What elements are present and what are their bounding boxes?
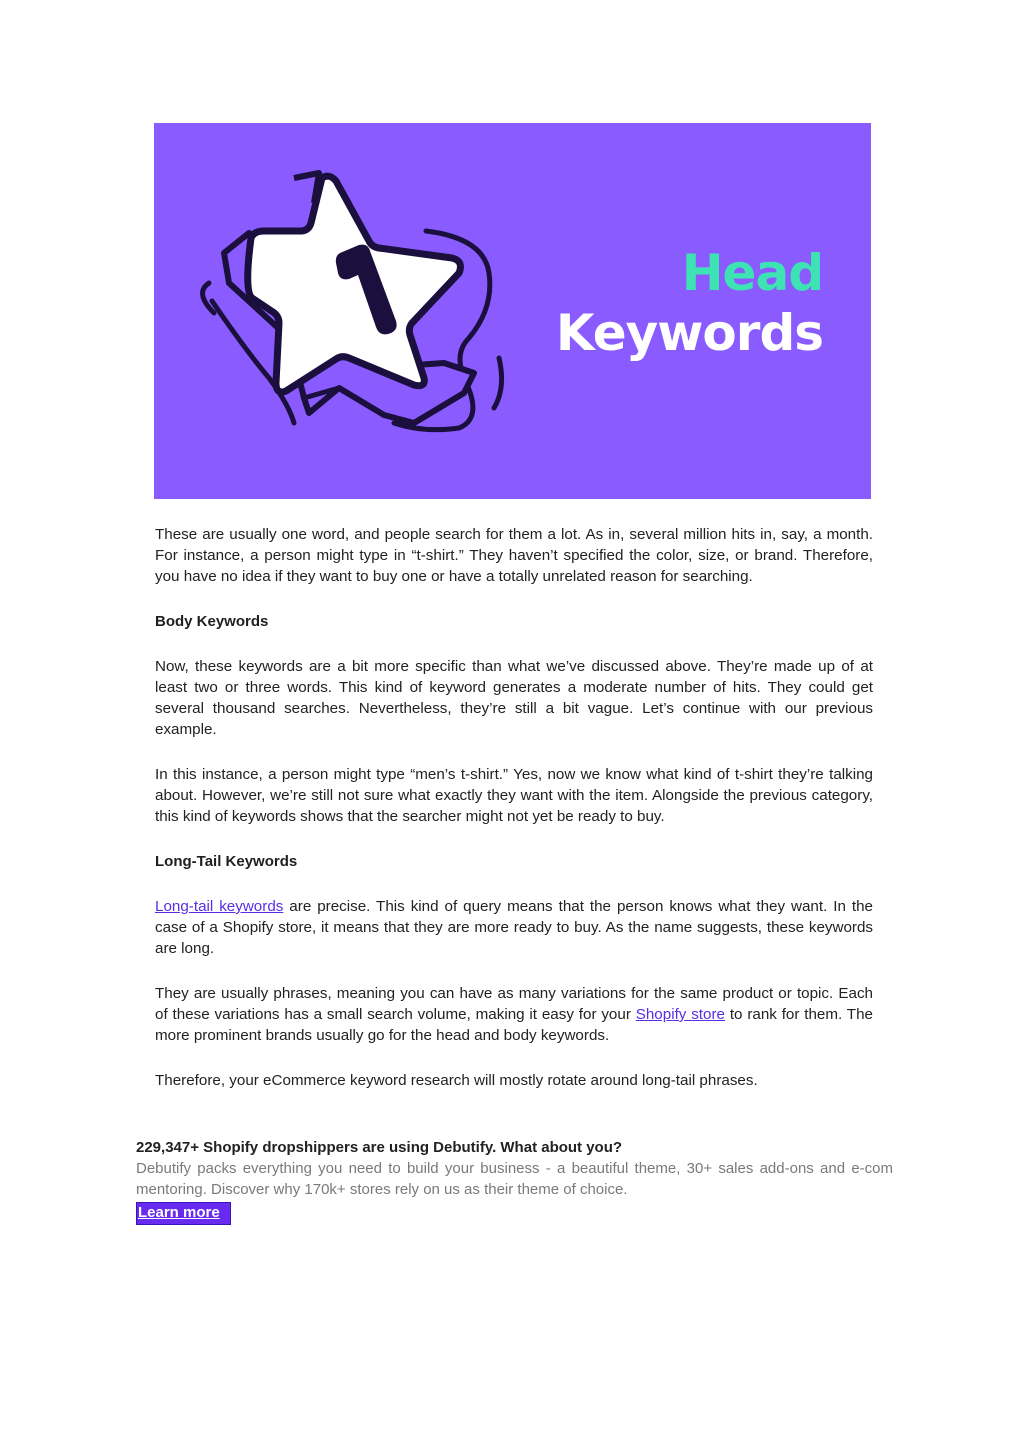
paragraph-mens-tshirt: In this instance, a person might type “men’s t-shirt.” Yes, now we know what kind of t-shirt they’re talking about. However, we’re still not sure what exactly they want with the item. Alongside the previous category, this kind of keywords shows that the searcher might not yet be ready to buy. (155, 766, 873, 825)
hero-title-head: Head (681, 244, 823, 302)
shopify-store-link[interactable]: Shopify store (635, 1006, 725, 1023)
star-icon (154, 123, 554, 499)
promo-block (136, 1137, 893, 1225)
paragraph-head-keywords: These are usually one word, and people search for them a lot. As in, several million hits in, say, a month. For instance, a person might type in “t-shirt.” They haven’t specified the color, size, or brand. Therefore, you have no idea if they want to buy one or have a totally unrelated reason for searching. (155, 526, 873, 585)
long-tail-keywords-link[interactable]: Long-tail keywords (155, 898, 284, 915)
learn-more-button[interactable]: Learn more (136, 1202, 231, 1225)
hero-banner (154, 123, 871, 499)
hero-title-keywords: Keywords (555, 304, 823, 362)
paragraph-phrases-text-2: to rank for them. The more prominent brands usually go for the head and body keywords. (155, 1006, 873, 1044)
paragraph-long-tail (155, 896, 873, 959)
paragraph-conclusion: Therefore, your eCommerce keyword research will mostly rotate around long-tail phrases. (155, 1072, 758, 1089)
heading-long-tail-keywords: Long-Tail Keywords (155, 853, 298, 870)
article-body (155, 524, 873, 1115)
paragraph-phrases-text-1: They are usually phrases, meaning you can have as many variations for the same product or topic. Each of these variations has a small search volume, making it easy for your (155, 985, 873, 1023)
paragraph-long-tail-text: are precise. This kind of query means that the person knows what they want. In the case of a Shopify store, it means that they are more ready to buy. As the name suggests, these keywords are long. (155, 898, 873, 957)
paragraph-phrases (155, 983, 873, 1046)
promo-text: Debutify packs everything you need to build your business - a beautiful theme, 30+ sales add-ons and e-com mentoring. Discover why 170k+ stores rely on us as their theme of choice. (136, 1160, 893, 1198)
paragraph-body-keywords: Now, these keywords are a bit more specific than what we’ve discussed above. They’re made up of at least two or three words. This kind of keyword generates a moderate number of hits. They could get several thousand searches. Nevertheless, they’re still a bit vague. Let’s continue with our previous example. (155, 658, 873, 738)
promo-title: 229,347+ Shopify dropshippers are using Debutify. What about you? (136, 1139, 623, 1156)
heading-body-keywords: Body Keywords (155, 613, 269, 630)
hero-title (556, 243, 823, 363)
